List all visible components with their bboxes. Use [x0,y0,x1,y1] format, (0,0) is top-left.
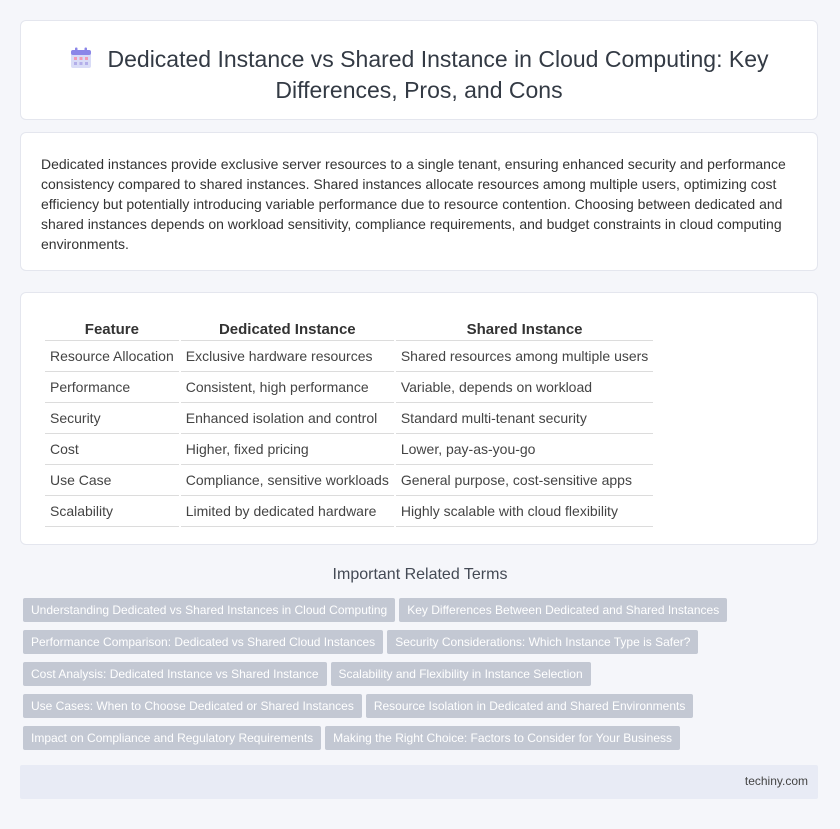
header-card [20,20,818,120]
related-term-tag[interactable]: Use Cases: When to Choose Dedicated or Shared Instances [23,694,362,718]
related-term-tag[interactable]: Cost Analysis: Dedicated Instance vs Shared Instance [23,662,327,686]
table-row [45,341,653,372]
tag-row [23,694,743,726]
shared-cell: Standard multi-tenant security [396,403,653,434]
tag-row [23,598,743,630]
page-title [61,45,777,105]
feature-cell: Security [45,403,179,434]
shared-cell: Lower, pay-as-you-go [396,434,653,465]
comparison-table [43,313,655,527]
summary-card [20,132,818,271]
related-terms-heading: Important Related Terms [332,566,508,583]
summary-paragraph: Dedicated instances provide exclusive server resources to a single tenant, ensuring enhanced security and performance consistency compared to shared instances. Shared instances allocate resources among multiple users, optimizing cost efficiency but potentially introducing variable performance due to resource contention. Choosing between dedicated and shared instances depends on workload sensitivity, compliance requirements, and budget constraints in cloud computing environments. [41,156,786,252]
table-row [45,372,653,403]
table-header-row [45,313,653,341]
feature-cell: Scalability [45,496,179,527]
calendar-icon [70,47,92,76]
related-term-tag[interactable]: Scalability and Flexibility in Instance Selection [331,662,591,686]
dedicated-cell: Higher, fixed pricing [181,434,394,465]
table-row [45,465,653,496]
comparison-table-card [20,292,818,545]
footer-brand[interactable]: techiny.com [744,774,808,788]
related-term-tag[interactable]: Security Considerations: Which Instance Type is Safer? [387,630,698,654]
dedicated-cell: Consistent, high performance [181,372,394,403]
related-term-tag[interactable]: Resource Isolation in Dedicated and Shared Environments [366,694,694,718]
related-term-tag[interactable]: Making the Right Choice: Factors to Consider for Your Business [325,726,680,750]
feature-cell: Use Case [45,465,179,496]
tag-row [23,662,743,694]
tag-row [23,726,743,758]
title-wrap [21,45,817,105]
shared-cell: General purpose, cost-sensitive apps [396,465,653,496]
page-title-text: Dedicated Instance vs Shared Instance in Cloud Computing: Key Differences, Pros, and Cons [107,46,769,103]
feature-cell: Resource Allocation [45,341,179,372]
feature-cell: Performance [45,372,179,403]
dedicated-cell: Limited by dedicated hardware [181,496,394,527]
shared-cell: Shared resources among multiple users [396,341,653,372]
related-term-tag[interactable]: Impact on Compliance and Regulatory Requirements [23,726,321,750]
related-term-tag[interactable]: Understanding Dedicated vs Shared Instances in Cloud Computing [23,598,395,622]
table-row [45,434,653,465]
header-feature: Feature [45,313,179,341]
header-shared: Shared Instance [396,313,653,341]
related-term-tag[interactable]: Performance Comparison: Dedicated vs Shared Cloud Instances [23,630,383,654]
dedicated-cell: Enhanced isolation and control [181,403,394,434]
related-term-tag[interactable]: Key Differences Between Dedicated and Shared Instances [399,598,727,622]
footer [20,765,818,799]
related-terms-list [23,598,743,758]
dedicated-cell: Compliance, sensitive workloads [181,465,394,496]
dedicated-cell: Exclusive hardware resources [181,341,394,372]
header-dedicated: Dedicated Instance [181,313,394,341]
shared-cell: Highly scalable with cloud flexibility [396,496,653,527]
table-row [45,403,653,434]
table-row [45,496,653,527]
feature-cell: Cost [45,434,179,465]
tag-row [23,630,743,662]
shared-cell: Variable, depends on workload [396,372,653,403]
